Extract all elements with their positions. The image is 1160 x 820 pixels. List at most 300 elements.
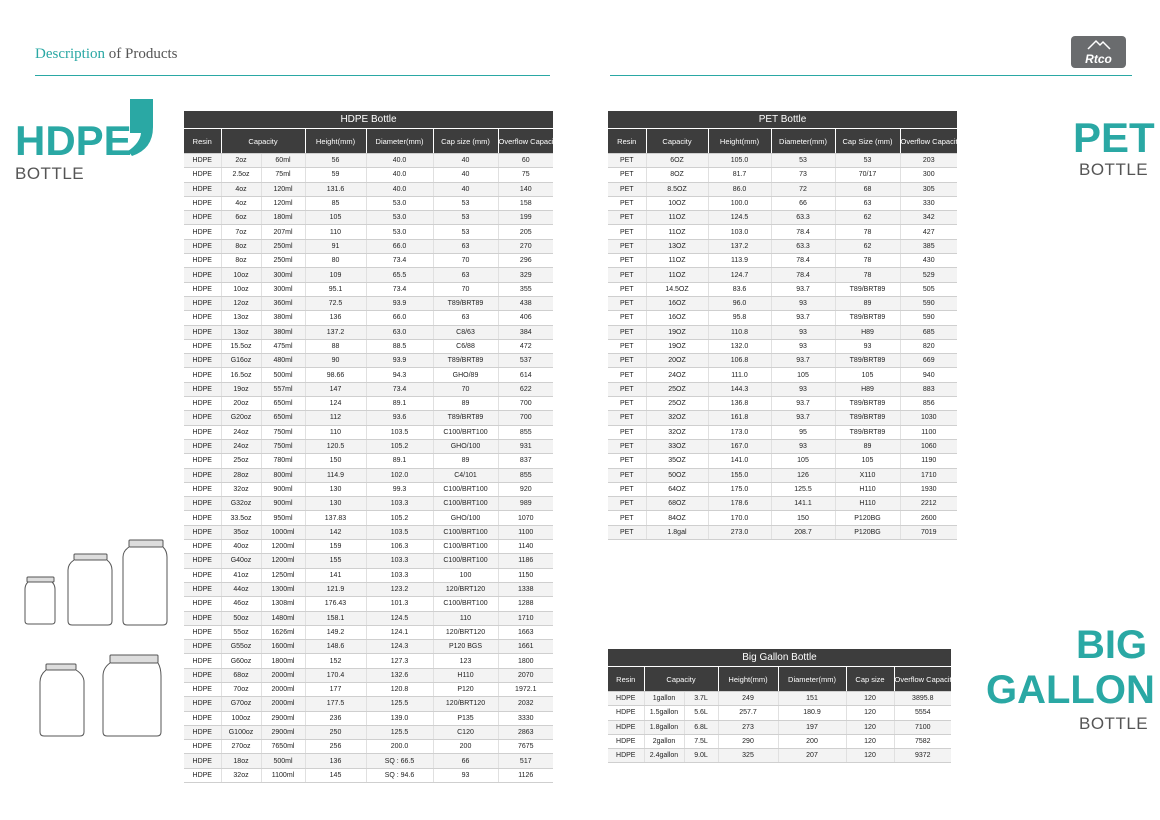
table-cell: 2gallon [644,734,684,748]
table-cell: 4oz [221,196,261,210]
table-cell: 80 [305,254,366,268]
table-cell: 68oz [221,668,261,682]
table-cell: 1800ml [261,654,305,668]
table-cell: HDPE [184,625,221,639]
table-cell: 517 [498,754,553,768]
table-row [608,411,957,425]
table-cell: 1.8gal [646,525,708,539]
table-cell: SQ : 94.6 [366,768,433,782]
table-cell: 53 [835,154,900,168]
table-cell: HDPE [184,540,221,554]
table-cell: 40 [433,182,498,196]
table-cell: 2oz [221,154,261,168]
table-row [184,740,553,754]
table-cell: 1030 [900,411,957,425]
table-cell: 16OZ [646,296,708,310]
table-row [608,154,957,168]
table-row [608,482,957,496]
table-cell: 11OZ [646,225,708,239]
table-cell: HDPE [184,439,221,453]
table-cell: 105.2 [366,511,433,525]
table-cell: 145 [305,768,366,782]
gallon-table-title: Big Gallon Bottle [608,649,951,667]
table-cell: 137.83 [305,511,366,525]
table-cell: 180ml [261,211,305,225]
table-cell: PET [608,239,646,253]
table-cell: 1060 [900,439,957,453]
table-cell: 296 [498,254,553,268]
table-cell: 178.6 [708,497,771,511]
table-row [184,439,553,453]
table-row [184,682,553,696]
table-cell: 63 [433,239,498,253]
table-cell: HDPE [184,411,221,425]
table-cell: 170.0 [708,511,771,525]
table-cell: 385 [900,239,957,253]
table-cell: 2.5oz [221,168,261,182]
table-cell: 200 [778,734,846,748]
column-header: Resin [608,129,646,154]
table-cell: 88 [305,339,366,353]
table-cell: H89 [835,325,900,339]
table-row [608,497,957,511]
table-cell: G70oz [221,697,261,711]
table-cell: PET [608,296,646,310]
table-cell: 40 [433,168,498,182]
table-cell: 70oz [221,682,261,696]
table-cell: 1.5gallon [644,706,684,720]
table-cell: 105 [835,454,900,468]
gallon-table [608,649,969,763]
page-title: Description of Products [35,46,178,62]
table-cell: T89/BRT89 [835,397,900,411]
table-cell: 11OZ [646,211,708,225]
table-cell: 120 [846,749,894,763]
table-cell: 20oz [221,397,261,411]
table-cell: 73.4 [366,382,433,396]
table-cell: 60ml [261,154,305,168]
table-cell: 124 [305,397,366,411]
table-cell: PET [608,325,646,339]
table-cell: 19OZ [646,339,708,353]
table-cell: 73 [771,168,835,182]
table-cell: 53 [433,225,498,239]
table-cell: HDPE [184,311,221,325]
table-cell: 105 [305,211,366,225]
table-cell: 950ml [261,511,305,525]
table-row [608,425,957,439]
table-cell: 141.1 [771,497,835,511]
table-cell: C100/BRT100 [433,554,498,568]
table-cell: HDPE [184,154,221,168]
table-cell: P135 [433,711,498,725]
pet-subheading: BOTTLE [1079,160,1149,179]
table-cell: 78.4 [771,254,835,268]
table-cell: 161.8 [708,411,771,425]
table-cell: 105 [835,368,900,382]
table-cell: 505 [900,282,957,296]
table-cell: 103.0 [708,225,771,239]
table-cell: PET [608,368,646,382]
table-cell: SQ : 66.5 [366,754,433,768]
table-cell: 325 [718,749,778,763]
table-cell: PET [608,382,646,396]
table-cell: 650ml [261,411,305,425]
table-cell: 7oz [221,225,261,239]
table-cell: HDPE [184,711,221,725]
table-cell: C100/BRT100 [433,482,498,496]
table-cell: 132.6 [366,668,433,682]
table-cell: 66 [771,196,835,210]
table-cell: 800ml [261,468,305,482]
table-row [608,734,951,748]
table-cell: 480ml [261,354,305,368]
table-cell: PET [608,339,646,353]
table-row [184,525,553,539]
table-cell: 200 [433,740,498,754]
table-cell: 25OZ [646,397,708,411]
table-cell: 475ml [261,339,305,353]
table-row [608,511,957,525]
table-cell: 11OZ [646,268,708,282]
table-cell: 883 [900,382,957,396]
table-cell: 1200ml [261,554,305,568]
table-cell: 55oz [221,625,261,639]
table-cell: GHO/100 [433,439,498,453]
table-row [608,339,957,353]
table-cell: 103.3 [366,497,433,511]
table-row [184,182,553,196]
table-cell: 2600 [900,511,957,525]
column-header: Height(mm) [305,129,366,154]
table-cell: 329 [498,268,553,282]
table-cell: PET [608,425,646,439]
column-header: Diameter(mm) [366,129,433,154]
table-cell: 32OZ [646,411,708,425]
table-cell: 105.0 [708,154,771,168]
table-cell: 137.2 [708,239,771,253]
table-cell: 100 [433,568,498,582]
table-row [608,239,957,253]
table-cell: 144.3 [708,382,771,396]
table-cell: 53.0 [366,196,433,210]
table-cell: 10oz [221,268,261,282]
table-cell: 147 [305,382,366,396]
table-cell: 250ml [261,239,305,253]
table-cell: PET [608,511,646,525]
table-row [184,697,553,711]
table-cell: 8.5OZ [646,182,708,196]
table-cell: 900ml [261,482,305,496]
table-cell: 93.9 [366,296,433,310]
table-cell: 120.5 [305,439,366,453]
table-cell: 10OZ [646,196,708,210]
table-cell: HDPE [184,339,221,353]
table-cell: PET [608,154,646,168]
table-cell: 1150 [498,568,553,582]
table-cell: 106.8 [708,354,771,368]
table-cell: 290 [718,734,778,748]
table-cell: 700 [498,397,553,411]
table-row [184,611,553,625]
table-row [184,411,553,425]
mountain-icon [1088,39,1110,49]
table-cell: 855 [498,425,553,439]
table-cell: 95.8 [708,311,771,325]
table-cell: PET [608,182,646,196]
table-cell: 112 [305,411,366,425]
gallon-subheading: BOTTLE [1079,714,1149,733]
table-cell: 1250ml [261,568,305,582]
table-cell: 500ml [261,368,305,382]
table-cell: 1663 [498,625,553,639]
table-cell: PET [608,482,646,496]
table-row [608,268,957,282]
table-cell: 32oz [221,768,261,782]
table-cell: G60oz [221,654,261,668]
table-cell: HDPE [184,682,221,696]
table-cell: HDPE [184,168,221,182]
column-header: Diameter(mm) [771,129,835,154]
table-cell: 197 [778,720,846,734]
title-rule-right [610,75,1132,76]
table-row [608,211,957,225]
table-row [608,439,957,453]
table-cell: HDPE [184,196,221,210]
table-cell: 66.0 [366,239,433,253]
column-header: Overflow Capacity(ml) [498,129,553,154]
table-cell: 125.5 [366,725,433,739]
table-cell: 40oz [221,540,261,554]
table-cell: HDPE [608,749,644,763]
table-cell: 83.6 [708,282,771,296]
table-cell: PET [608,282,646,296]
table-cell: 63.3 [771,211,835,225]
table-cell: 50oz [221,611,261,625]
table-row [608,368,957,382]
table-cell: 427 [900,225,957,239]
table-cell: 207ml [261,225,305,239]
table-row [608,382,957,396]
table-cell: 101.3 [366,597,433,611]
table-cell: 2.4gallon [644,749,684,763]
table-cell: HDPE [184,568,221,582]
table-cell: 24oz [221,425,261,439]
table-cell: 78 [835,225,900,239]
table-cell: 3.7L [684,692,718,706]
table-cell: 12oz [221,296,261,310]
table-cell: 84OZ [646,511,708,525]
table-cell: 342 [900,211,957,225]
table-cell: PET [608,168,646,182]
table-cell: 175.0 [708,482,771,496]
table-cell: C100/BRT100 [433,597,498,611]
hdpe-table [184,111,573,783]
table-cell: 46oz [221,597,261,611]
table-cell: 113.9 [708,254,771,268]
table-cell: 63 [433,311,498,325]
column-header: Height(mm) [718,667,778,692]
big-heading: BIG [1076,623,1148,667]
table-cell: 105 [771,454,835,468]
table-cell: 650ml [261,397,305,411]
table-cell: 1000ml [261,525,305,539]
table-cell: 19OZ [646,325,708,339]
table-cell: GHO/89 [433,368,498,382]
table-cell: HDPE [184,325,221,339]
table-cell: 1200ml [261,540,305,554]
table-cell: 208.7 [771,525,835,539]
table-cell: 430 [900,254,957,268]
table-cell: 110.8 [708,325,771,339]
table-cell: T89/BRT89 [433,296,498,310]
table-cell: 110 [305,425,366,439]
table-cell: 2070 [498,668,553,682]
table-cell: 750ml [261,439,305,453]
column-header: Overflow Capacity(ml) [900,129,957,154]
table-cell: 35oz [221,525,261,539]
table-cell: 1190 [900,454,957,468]
table-cell: 125.5 [771,482,835,496]
table-row [184,468,553,482]
table-cell: HDPE [608,734,644,748]
table-cell: HDPE [184,182,221,196]
table-cell: C100/BRT100 [433,525,498,539]
table-cell: 256 [305,740,366,754]
table-cell: 155 [305,554,366,568]
table-row [608,720,951,734]
table-cell: C4/101 [433,468,498,482]
table-cell: 24oz [221,439,261,453]
table-row [608,454,957,468]
table-cell: 64OZ [646,482,708,496]
table-row [184,168,553,182]
table-row [608,468,957,482]
table-cell: 6OZ [646,154,708,168]
table-cell: 750ml [261,425,305,439]
table-cell: 65.5 [366,268,433,282]
table-cell: 330 [900,196,957,210]
table-cell: 300 [900,168,957,182]
table-cell: 106.3 [366,540,433,554]
table-cell: 158 [498,196,553,210]
table-cell: 360ml [261,296,305,310]
table-cell: 93.7 [771,397,835,411]
table-cell: 7019 [900,525,957,539]
table-cell: 176.43 [305,597,366,611]
table-cell: 40 [433,154,498,168]
table-cell: G20oz [221,411,261,425]
table-cell: 132.0 [708,339,771,353]
table-cell: 1972.1 [498,682,553,696]
table-cell: 66.0 [366,311,433,325]
table-cell: 406 [498,311,553,325]
table-cell: 89 [835,296,900,310]
pet-heading: PET [1073,114,1155,161]
table-cell: 53 [433,196,498,210]
table-row [184,668,553,682]
table-cell: H110 [835,497,900,511]
table-row [184,425,553,439]
table-cell: PET [608,454,646,468]
table-cell: 150 [771,511,835,525]
table-cell: 249 [718,692,778,706]
table-row [184,725,553,739]
table-cell: 140 [498,182,553,196]
table-cell: 89.1 [366,397,433,411]
table-cell: 89 [835,439,900,453]
table-row [184,196,553,210]
table-cell: 9.0L [684,749,718,763]
table-cell: 622 [498,382,553,396]
table-cell: 6oz [221,211,261,225]
table-cell: 53.0 [366,211,433,225]
table-cell: HDPE [184,296,221,310]
table-cell: 93.7 [771,411,835,425]
brand-logo: Rtco [1071,36,1126,68]
table-cell: 120/BRT120 [433,697,498,711]
table-cell: 305 [900,182,957,196]
table-cell: PET [608,268,646,282]
table-cell: H110 [835,482,900,496]
table-cell: HDPE [184,368,221,382]
table-cell: 137.2 [305,325,366,339]
table-cell: 136 [305,754,366,768]
table-cell: 120 [846,692,894,706]
table-row [184,268,553,282]
table-cell: 114.9 [305,468,366,482]
table-cell: 35OZ [646,454,708,468]
column-header: Capacity [644,667,718,692]
table-cell: 2863 [498,725,553,739]
table-cell: HDPE [184,597,221,611]
table-cell: T89/BRT89 [835,282,900,296]
table-cell: 89 [433,454,498,468]
table-cell: 103.5 [366,525,433,539]
table-row [184,382,553,396]
table-cell: 150 [305,454,366,468]
table-cell: HDPE [184,768,221,782]
table-cell: 11OZ [646,254,708,268]
table-cell: 7650ml [261,740,305,754]
hdpe-jars-illustration [22,537,172,629]
table-cell: 1.8gallon [644,720,684,734]
table-cell: 500ml [261,754,305,768]
table-cell: 72 [771,182,835,196]
table-cell: 1100 [900,425,957,439]
table-cell: 273 [718,720,778,734]
table-cell: 557ml [261,382,305,396]
table-cell: 920 [498,482,553,496]
table-cell: 93 [771,296,835,310]
table-cell: X110 [835,468,900,482]
table-cell: 300ml [261,268,305,282]
table-cell: 124.1 [366,625,433,639]
table-cell: 130 [305,482,366,496]
table-cell: 8OZ [646,168,708,182]
table-cell: 940 [900,368,957,382]
table-cell: 13oz [221,311,261,325]
table-cell: PET [608,196,646,210]
table-cell: HDPE [608,706,644,720]
column-header: Cap size (mm) [433,129,498,154]
table-cell: 9372 [894,749,951,763]
table-row [608,196,957,210]
table-cell: 78.4 [771,225,835,239]
table-row [184,282,553,296]
table-cell: 75 [498,168,553,182]
table-cell: 2212 [900,497,957,511]
